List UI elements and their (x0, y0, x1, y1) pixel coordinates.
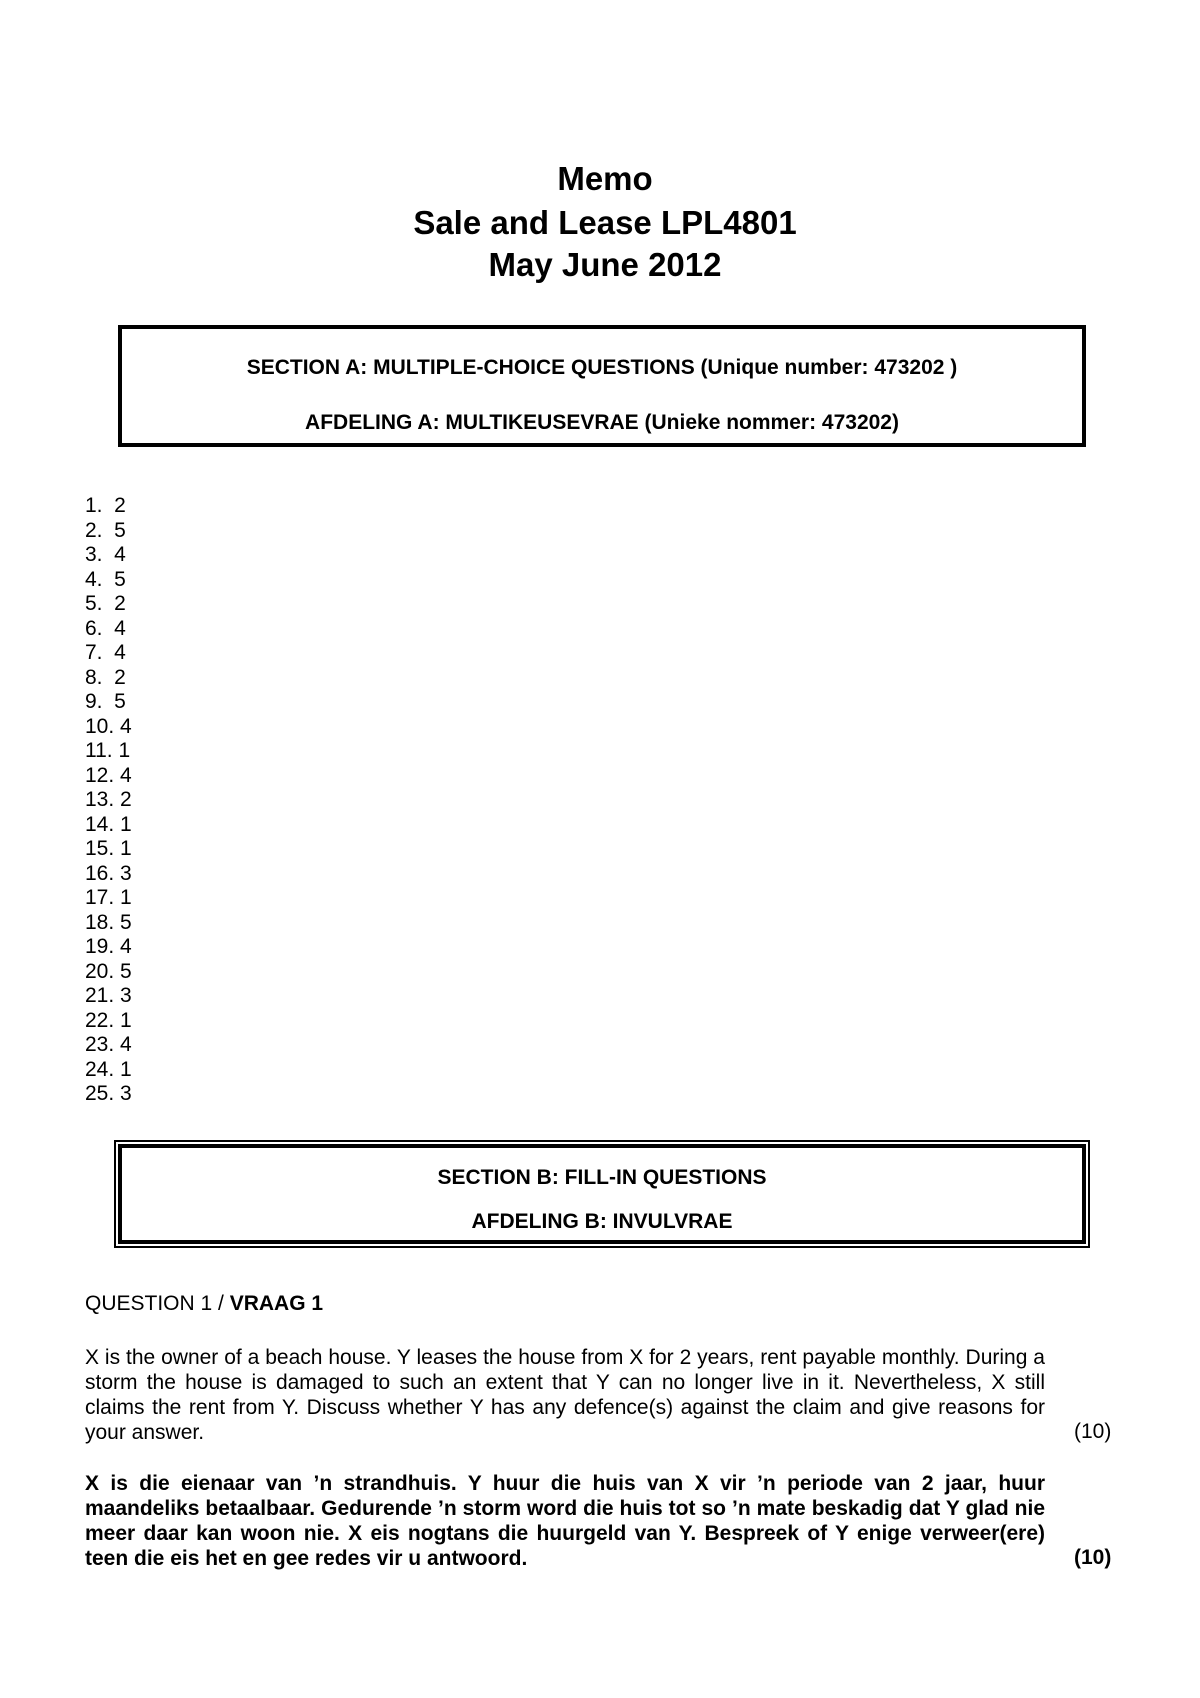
question-1-text-en: X is the owner of a beach house. Y leases the house from X for 2 years, rent payable monthly. During a storm the house is damaged to such an extent that Y can no longer live in it. Nevertheless, X still claims the rent from Y. Discuss whether Y has any defence(s) against the claim and give reasons for your answer. (85, 1346, 1045, 1444)
section-b-heading-en: SECTION B: FILL-IN QUESTIONS (437, 1166, 767, 1189)
question-1-text-af: X is die eienaar van ’n strandhuis. Y huur die huis van X vir ’n periode van 2 jaar, huur maandeliks betaalbaar. Gedurende ’n storm word die huis tot so ’n mate beskadig dat Y glad nie meer daar kan woon nie. X eis nogtans die huurgeld van Y. Bespreek of Y enige verweer(ere) teen die eis het en gee redes vir u antwoord. (85, 1472, 1045, 1570)
page-title-date: May June 2012 (488, 246, 722, 283)
list-item: 3. 4 (85, 543, 126, 566)
section-a-heading-en: SECTION A: MULTIPLE-CHOICE QUESTIONS (Unique number: 473202 ) (246, 356, 958, 379)
list-item: 10. 4 (85, 714, 132, 738)
section-a-box (118, 325, 1086, 447)
list-item: 24. 1 (85, 1057, 132, 1081)
question-1-label-af: VRAAG 1 (229, 1292, 324, 1315)
list-item: 21. 3 (85, 984, 132, 1007)
list-item: 20. 5 (85, 959, 132, 983)
list-item: 1. 2 (85, 494, 126, 517)
list-item: 18. 5 (85, 910, 132, 934)
list-item: 22. 1 (85, 1008, 132, 1032)
answer-list (85, 494, 132, 1107)
list-item: 25. 3 (85, 1082, 132, 1105)
question-1-heading (85, 1292, 323, 1316)
section-b-box (118, 1144, 1086, 1244)
list-item: 12. 4 (85, 763, 132, 787)
list-item: 5. 2 (85, 592, 126, 615)
list-item: 15. 1 (85, 837, 132, 860)
list-item: 23. 4 (85, 1033, 132, 1056)
question-1-label-en: QUESTION 1 / (85, 1292, 224, 1315)
section-b-heading-af: AFDELING B: INVULVRAE (471, 1210, 733, 1233)
list-item: 19. 4 (85, 935, 132, 958)
question-1-marks-en: (10) (1074, 1420, 1112, 1443)
page-title-course: Sale and Lease LPL4801 (413, 204, 797, 241)
list-item: 2. 5 (85, 518, 126, 542)
list-item: 7. 4 (85, 641, 126, 664)
list-item: 13. 2 (85, 788, 132, 811)
list-item: 17. 1 (85, 886, 132, 909)
list-item: 4. 5 (85, 567, 126, 591)
section-a-heading-af: AFDELING A: MULTIKEUSEVRAE (Unieke nommer: 473202) (305, 411, 899, 434)
list-item: 9. 5 (85, 690, 126, 713)
list-item: 6. 4 (85, 616, 126, 640)
page-title-memo: Memo (557, 160, 653, 197)
question-1-marks-af: (10) (1074, 1546, 1112, 1569)
list-item: 8. 2 (85, 665, 126, 689)
list-item: 11. 1 (85, 739, 131, 762)
list-item: 16. 3 (85, 861, 132, 885)
list-item: 14. 1 (85, 812, 132, 836)
